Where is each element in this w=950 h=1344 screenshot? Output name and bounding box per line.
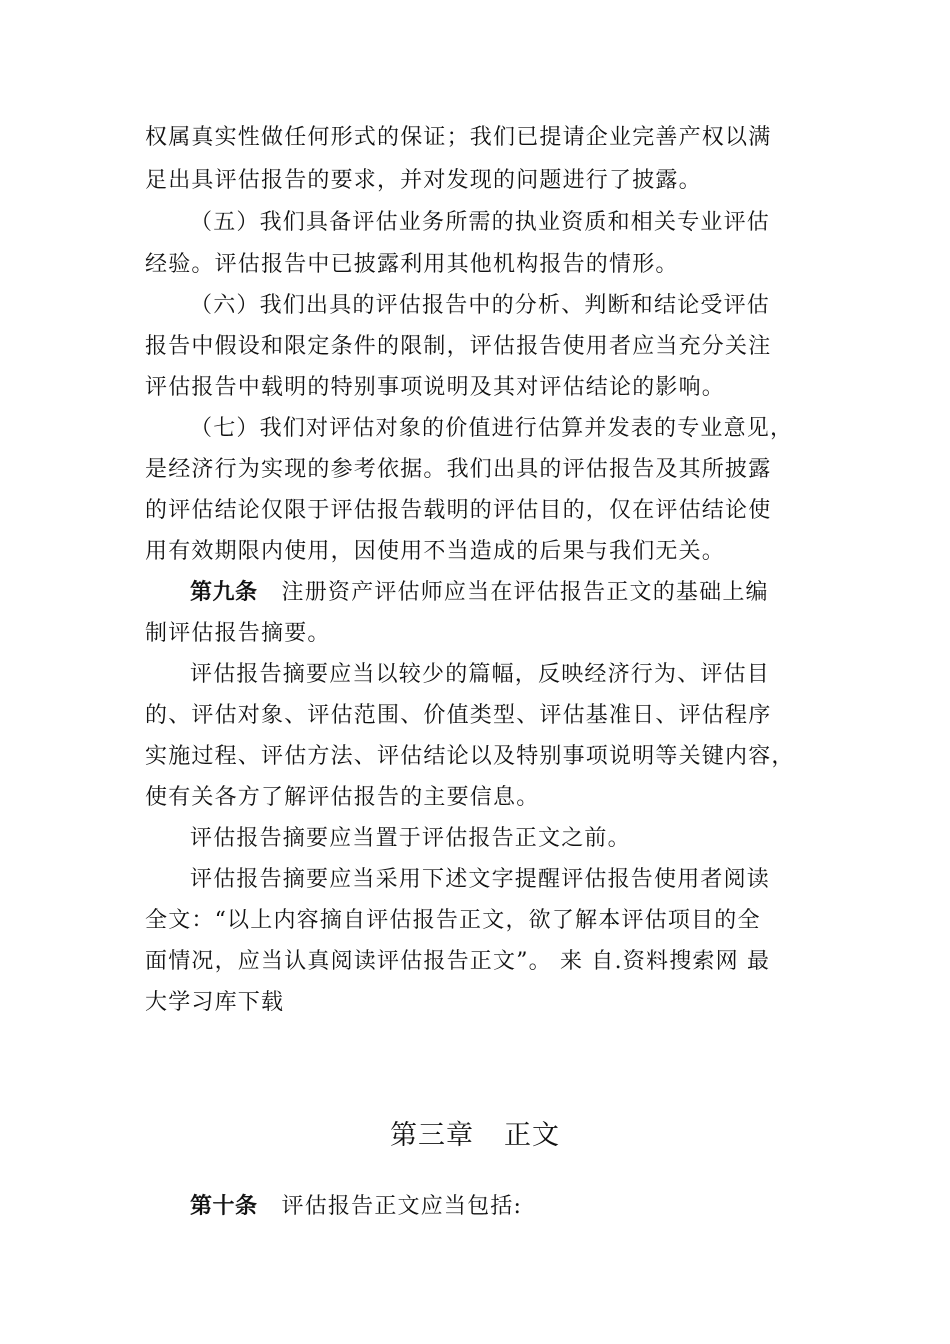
body-text-line: 评估报告摘要应当采用下述文字提醒评估报告使用者阅读 [190, 867, 771, 892]
body-text-line: 全文：“以上内容摘自评估报告正文，欲了解本评估项目的全 [145, 908, 761, 933]
chapter-heading [0, 1118, 950, 1154]
body-text-line: 评估报告摘要应当置于评估报告正文之前。 [190, 826, 631, 851]
body-text-line: 的评估结论仅限于评估报告载明的评估目的，仅在评估结论使 [145, 498, 772, 523]
body-text-line: 制评估报告摘要。 [145, 621, 331, 646]
body-text-line: 是经济行为实现的参考依据。我们出具的评估报告及其所披露 [145, 457, 772, 482]
article-9 [190, 578, 769, 608]
body-text-line: 经验。评估报告中已披露利用其他机构报告的情形。 [145, 252, 679, 277]
body-text-line: 的、评估对象、评估范围、价值类型、评估基准日、评估程序 [145, 703, 772, 728]
body-text-line: 评估报告摘要应当以较少的篇幅，反映经济行为、评估目 [190, 662, 771, 687]
article-10-text: 评估报告正文应当包括: [281, 1194, 523, 1219]
paragraph-item-7: （七）我们对评估对象的价值进行估算并发表的专业意见， [190, 416, 794, 441]
body-text-line: 面情况，应当认真阅读评估报告正文”。 来 自.资料搜索网 最 [145, 949, 771, 974]
body-text-line: 实施过程、评估方法、评估结论以及特别事项说明等关键内容， [145, 744, 795, 769]
chapter-number: 第三章 [390, 1120, 474, 1151]
body-text-line: 报告中假设和限定条件的限制，评估报告使用者应当充分关注 [145, 334, 772, 359]
body-text-line: 权属真实性做任何形式的保证；我们已提请企业完善产权以满 [145, 125, 772, 150]
paragraph-item-5: （五）我们具备评估业务所需的执业资质和相关专业评估 [190, 210, 771, 235]
article-10 [190, 1192, 522, 1222]
paragraph-item-6: （六）我们出具的评估报告中的分析、判断和结论受评估 [190, 293, 771, 318]
body-text-line: 评估报告中载明的特别事项说明及其对评估结论的影响。 [145, 375, 726, 400]
article-9-label: 第九条 [190, 580, 258, 605]
body-text-line: 大学习库下载 [145, 990, 285, 1015]
article-9-text: 注册资产评估师应当在评估报告正文的基础上编 [281, 580, 769, 605]
body-text-line: 足出具评估报告的要求，并对发现的问题进行了披露。 [145, 168, 702, 193]
body-text-line: 用有效期限内使用，因使用不当造成的后果与我们无关。 [145, 539, 726, 564]
body-text-line: 使有关各方了解评估报告的主要信息。 [145, 785, 540, 810]
article-10-label: 第十条 [190, 1194, 258, 1219]
chapter-title: 正文 [504, 1120, 560, 1151]
